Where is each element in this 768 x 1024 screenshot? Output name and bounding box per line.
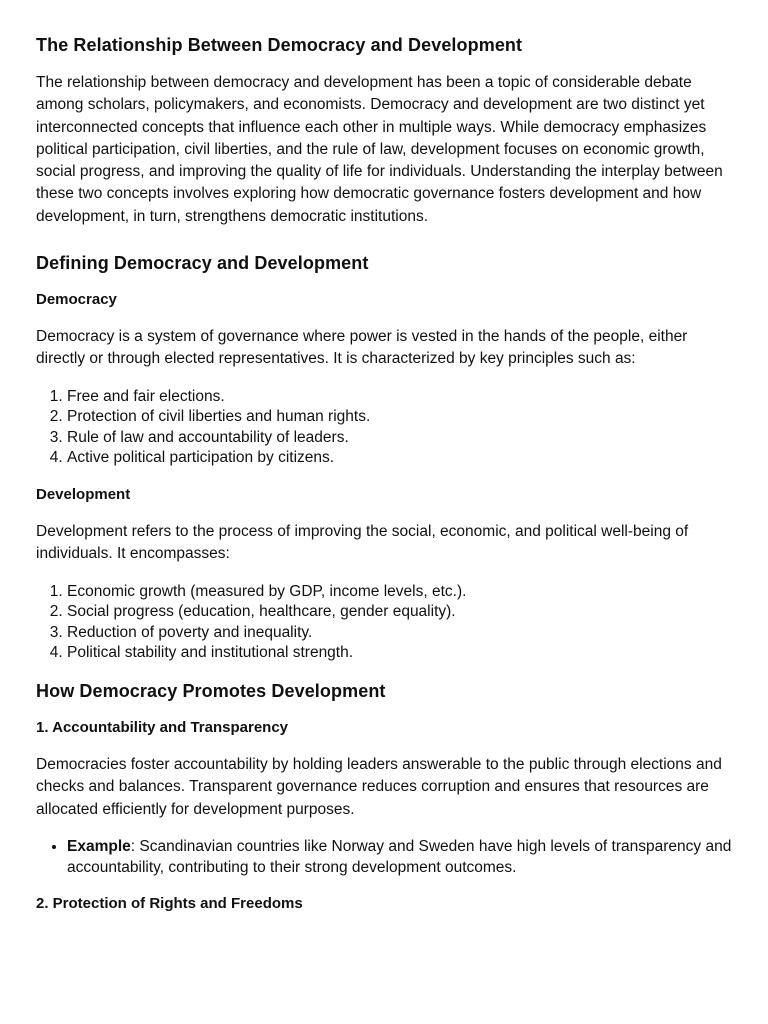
intro-paragraph: The relationship between democracy and development has been a topic of considerable debate among scholars, policymakers, and economists. Democracy and development are two distinct yet interconnected concepts that influence each other in multiple ways. While democracy emphasizes political participation, civil liberties, and the rule of law, development focuses on economic growth, social progress, and improving the quality of life for individuals. Understanding the interplay between these two concepts involves exploring how democratic governance fosters development and how development, in turn, strengthens democratic institutions. xyxy=(36,74,723,225)
subheading-rights-freedoms: 2. Protection of Rights and Freedoms xyxy=(36,895,303,913)
development-paragraph: Development refers to the process of improving the social, economic, and political well-being of individuals. It encompasses: xyxy=(36,523,689,563)
list-item: 1. Free and fair elections. xyxy=(67,387,732,408)
subheading-development: Development xyxy=(36,486,131,504)
subheading-accountability: 1. Accountability and Transparency xyxy=(36,719,289,737)
accountability-paragraph: Democracies foster accountability by holding leaders answerable to the public through elections and checks and balances. Transparent governance reduces corruption and ensures that resources are allocated efficiently for development purposes. xyxy=(36,756,722,818)
example-text: : Scandinavian countries like Norway and Sweden have high levels of transparency and accountability, contributing to their strong development outcomes. xyxy=(67,837,732,876)
subheading-democracy: Democracy xyxy=(36,291,117,309)
list-item: 3. Reduction of poverty and inequality. xyxy=(67,623,732,644)
list-item: 2. Social progress (education, healthcare, gender equality). xyxy=(67,602,732,623)
example-label: Example xyxy=(67,837,131,855)
list-item: 4. Active political participation by citizens. xyxy=(67,448,732,469)
development-aspects-list xyxy=(36,582,732,664)
section-heading-defining: Defining Democracy and Development xyxy=(36,253,369,274)
example-list xyxy=(36,837,732,878)
list-item: 4. Political stability and institutional strength. xyxy=(67,643,732,664)
list-item: 3. Rule of law and accountability of leaders. xyxy=(67,428,732,449)
democracy-principles-list xyxy=(36,387,732,469)
document-title: The Relationship Between Democracy and Development xyxy=(36,35,523,55)
section-heading-promotes: How Democracy Promotes Development xyxy=(36,681,386,702)
list-item: 1. Economic growth (measured by GDP, income levels, etc.). xyxy=(67,582,732,603)
democracy-paragraph: Democracy is a system of governance where power is vested in the hands of the people, either directly or through elected representatives. It is characterized by key principles such as: xyxy=(36,328,688,368)
list-item xyxy=(67,837,732,878)
list-item: 2. Protection of civil liberties and human rights. xyxy=(67,407,732,428)
